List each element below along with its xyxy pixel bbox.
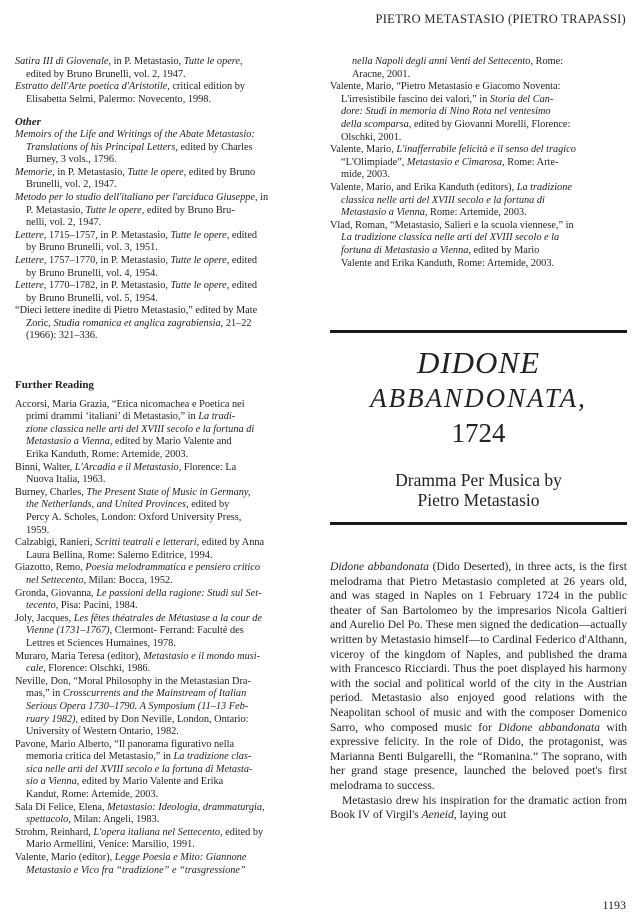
bibliography-entry: Joly, Jacques, Les fêtes théatrales de Métastase a la cour de Vienne (1731–1767), Clermont- Ferrand: Faculté des Lettres et Sciences Humaines, 1978.: [15, 612, 262, 649]
bibliography-entry: Muraro, Maria Teresa (editor), Metastasio e il mondo musi- cale, Florence: Olschki, 1986.: [15, 650, 261, 675]
essay-body: [330, 560, 627, 823]
bibliography-entry: Gronda, Giovanna, Le passioni della ragione: Studi sul Set- tecento, Pisa: Pacini, 1984.: [15, 587, 262, 612]
bibliography-entry: Valente, Mario (editor), Legge Poesia e Mito: Giannone Metastasio e Vico fra “tradizione” e “trasgressione”: [15, 852, 247, 876]
bibliography-entry: Valente, Mario, “Pietro Metastasio e Giacomo Noventa: L'irresistibile fascino dei valori,” in Storia del Can- dore: Studi in memoria di Nino Rota nel ventesimo della scomparsa, edited by Giovanni Morelli, Florence: Olschki, 2001.: [330, 81, 571, 143]
continued-entries: [330, 56, 627, 270]
bibliography-entry: Calzabigi, Ranieri, Scritti teatrali e letterari, edited by Anna Laura Bellina, Rome: Salerno Editrice, 1994.: [15, 537, 265, 561]
play-subtitle: [330, 470, 627, 510]
further-reading-heading: Further Reading: [15, 379, 94, 392]
other-heading: Other: [15, 116, 41, 129]
bibliography-entry: Lettere, 1757–1770, in P. Metastasio, Tutte le opere, edited by Bruno Brunelli, vol. 4, 1954.: [15, 254, 258, 279]
further-reading-entries: [15, 399, 312, 878]
play-title-line1: DIDONE: [416, 345, 541, 380]
top-entries: [15, 56, 312, 106]
page-number: 1193: [602, 898, 626, 912]
bibliography-entry: nella Napoli degli anni Venti del Settecento, Rome: Aracne, 2001.: [352, 56, 564, 80]
bibliography-entry: Giazotto, Remo, Poesia melodrammatica e pensiero critico nel Settecento, Milan: Bocca, 1952.: [15, 562, 260, 586]
bibliography-entry: Metodo per lo studio dell'italiano per l'arciduca Giuseppe, in P. Metastasio, Tutte le opere, edited by Bruno Bru- nelli, vol. 2, 1947.: [15, 191, 269, 229]
essay-paragraph: Didone abbandonata (Dido Deserted), in three acts, is the first melodrama that Pietro Metastasio completed at 26 years old, and was staged in Naples on 1 February 1724 in the public theater of San Bartolomeo by the impresarios Nicola Galtieri and Aurelio Del Po. These men signed the dedication—actually written by Metastasio himself—to Cardinal Federico d'Althann, viceroy of the kingdom of Naples, and published the drama with Francesco Ricciardi. Thus the poet displayed his harmony with the social and political world of the city in the Austrian period. Metastasio also enjoyed good relations with the Neapolitan school of music and with the composer Domenico Sarro, who composed music for Didone abbandonata with expressive felicity. In the role of Dido, the protagonist, was Marianna Benti Bulgarelli, the “Romanina.” The soprano, with her grand stage presence, launched the beloved poet's first melodrama to success.: [330, 560, 628, 792]
bibliography-entry: Memoirs of the Life and Writings of the Abate Metastasio: Translations of his Principal Letters, edited by Charles Burney, 3 vols., 1796.: [15, 128, 255, 166]
other-entries: [15, 129, 312, 343]
bibliography-entry: Accorsi, Maria Grazia, “Etica nicomachea e Poetica nei primi drammi ‘italiani’ di Metastasio,” in La tradi- zione classica nelle arti del XVIII secolo e la fortuna di Metastasio a Vienna, edited by Mario Valente and Erika Kanduth, Rome: Artemide, 2003.: [15, 398, 255, 461]
bibliography-entry: Vlad, Roman, “Metastasio, Salieri e la scuola viennese,” in La tradizione classica nelle arti del XVIII secolo e la fortuna di Metastasio a Vienna, edited by Mario Valente and Erika Kanduth, Rome: Artemide, 2003.: [330, 219, 574, 269]
bibliography-entry: Estratto dell'Arte poetica d'Aristotile, critical edition by Elisabetta Selmi, Palermo: Novecento, 1998.: [15, 81, 246, 105]
bibliography-entry: Lettere, 1715–1757, in P. Metastasio, Tutte le opere, edited by Bruno Brunelli, vol. 3, 1951.: [15, 229, 258, 254]
play-title-year: 1724: [451, 418, 506, 448]
bibliography-entry: Strohm, Reinhard, L'opera italiana nel Settecento, edited by Mario Armellini, Venice: Marsilio, 1991.: [15, 826, 264, 851]
play-title-line2: ABBANDONATA,: [370, 383, 587, 413]
bibliography-entry: Memorie, in P. Metastasio, Tutte le opere, edited by Bruno Brunelli, vol. 2, 1947.: [15, 166, 256, 191]
title-top-rule: [330, 330, 627, 333]
bibliography-entry: Satira III di Giovenale, in P. Metastasio, Tutte le opere, edited by Bruno Brunelli, vol. 2, 1947.: [15, 56, 243, 80]
bibliography-entry: Lettere, 1770–1782, in P. Metastasio, Tutte le opere, edited by Bruno Brunelli, vol. 5, 1954.: [15, 280, 258, 304]
title-bottom-rule: [330, 522, 627, 525]
bibliography-entry: Sala Di Felice, Elena, Metastasio: Ideologia, drammaturgia, spettacolo, Milan: Angeli, 1983.: [15, 801, 265, 826]
subtitle-line2: Pietro Metastasio: [417, 490, 540, 510]
left-column: [15, 56, 312, 877]
essay-paragraph: Metastasio drew his inspiration for the dramatic action from Book IV of Virgil's Aeneid, laying out: [330, 793, 627, 822]
bibliography-entry: Valente, Mario, L'inafferrabile felicità e il senso del tragico “L'Olimpiade”, Metastasio e Cimarosa, Rome: Arte- mide, 2003.: [330, 144, 576, 181]
right-column-bibliography: [330, 56, 627, 270]
bibliography-entry: Valente, Mario, and Erika Kanduth (editors), La tradizione classica nelle arti del XVIII secolo e la fortuna di Metastasio a Vienna, Rome: Artemide, 2003.: [330, 181, 572, 219]
running-head: PIETRO METASTASIO (PIETRO TRAPASSI): [375, 12, 626, 26]
bibliography-entry: Pavone, Mario Alberto, “Il panorama figurativo nella memoria critica del Metastasio,” in La tradizione clas- sica nelle arti del XVIII secolo e la fortuna di Metasta- sio a Vienna, edited by Mario Valente and Erika Kandut, Rome: Artemide, 2003.: [15, 738, 253, 801]
bibliography-entry: Burney, Charles, The Present State of Music in Germany, the Netherlands, and United Provinces, edited by Percy A. Scholes, London: Oxford University Press, 1959.: [15, 486, 251, 536]
bibliography-entry: Neville, Don, “Moral Philosophy in the Metastasian Dra- mas,” in Crosscurrents and the Mainstream of Italian Serious Opera 1730–1790. A Symposium (11–13 Feb- ruary 1982), edited by Don Neville, London, Ontario: University of Western Ontario, 1982.: [15, 675, 251, 738]
bibliography-entry: Binni, Walter, L'Arcadia e il Metastasio, Florence: La Nuova Italia, 1963.: [15, 461, 237, 486]
bibliography-entry: “Dieci lettere inedite di Pietro Metastasio,” edited by Mate Zoric, Studia romanica et anglica zagrabiensia, 21–22 (1966): 321–336.: [15, 305, 258, 342]
subtitle-line1: Dramma Per Musica by: [395, 470, 562, 490]
